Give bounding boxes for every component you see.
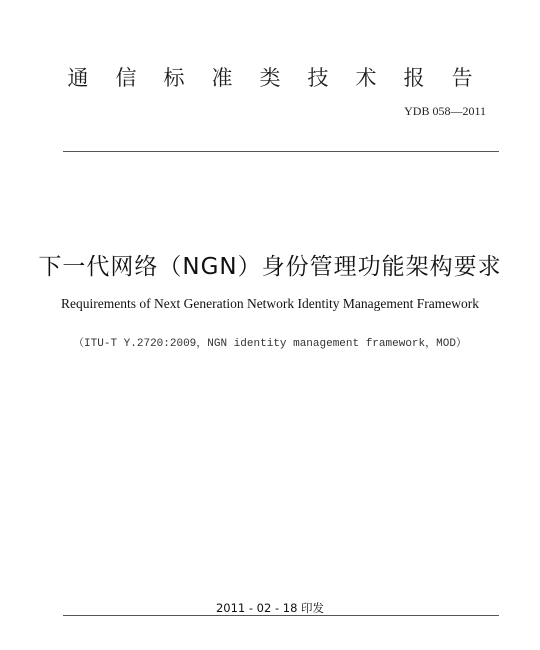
report-type-heading: 通信标准类技术报告 xyxy=(67,66,500,90)
document-title-english: Requirements of Next Generation Network Identity Management Framework xyxy=(61,296,479,311)
standard-equivalence-note: （ITU-T Y.2720:2009，NGN identity management framework，MOD） xyxy=(73,338,467,350)
top-divider xyxy=(63,151,499,152)
issue-date: 2011 - 02 - 18 印发 xyxy=(215,601,325,615)
document-number: YDB 058—2011 xyxy=(404,104,486,118)
bottom-divider xyxy=(63,615,499,616)
document-title-chinese: 下一代网络（NGN）身份管理功能架构要求 xyxy=(38,254,502,280)
